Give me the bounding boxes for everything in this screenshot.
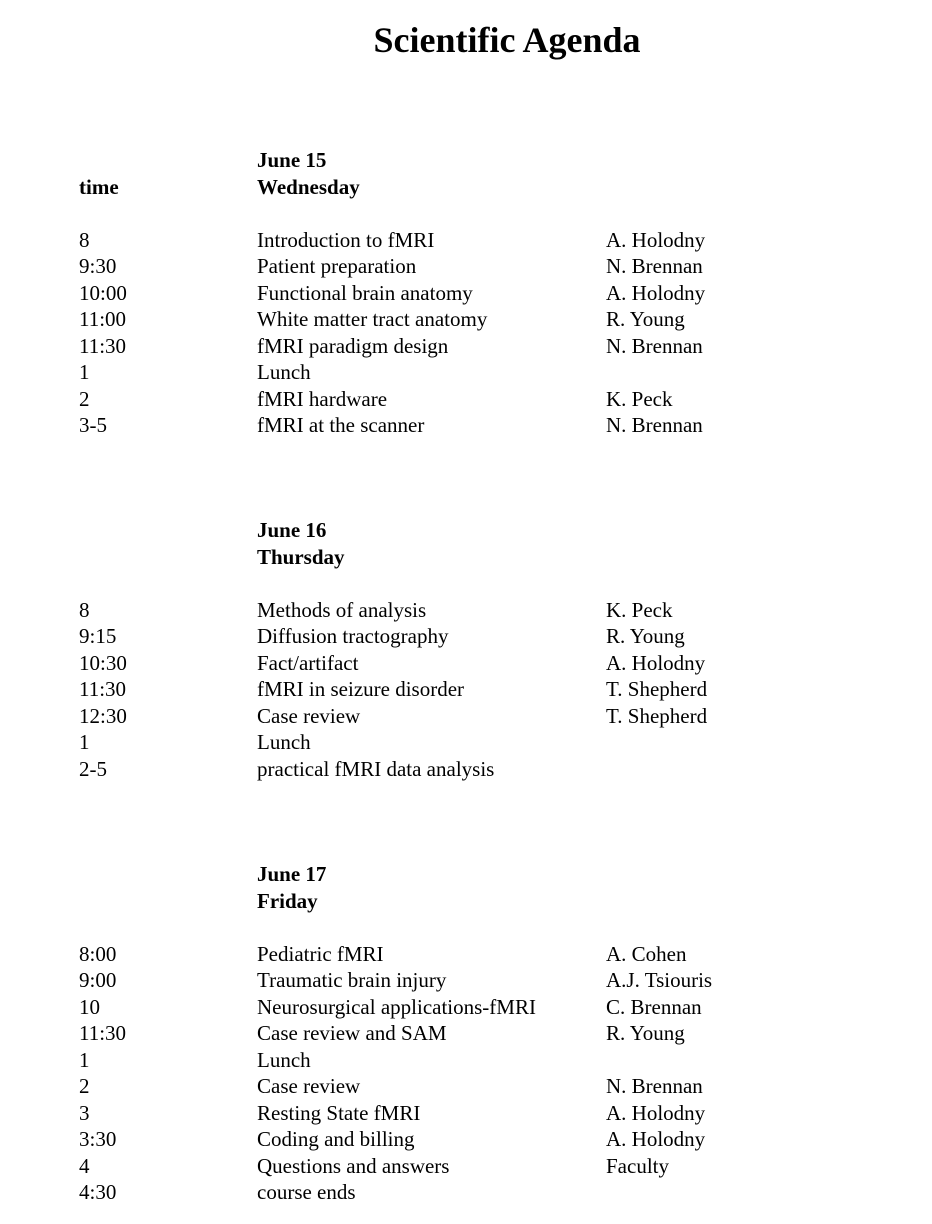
- session-topic: Resting State fMRI: [257, 1100, 421, 1125]
- session-topic: Case review: [257, 703, 361, 728]
- session-speaker: R. Young: [606, 1021, 685, 1045]
- session-speaker: C. Brennan: [606, 994, 702, 1019]
- session-topic: Case review and SAM: [257, 1021, 447, 1045]
- session-speaker: A. Holodny: [606, 1100, 706, 1125]
- session-time: 9:15: [79, 624, 117, 648]
- day-date: June 15: [257, 148, 327, 172]
- session-topic: Questions and answers: [257, 1153, 450, 1178]
- session-row: [0, 333, 932, 360]
- session-row: [0, 1047, 932, 1074]
- session-speaker: A. Holodny: [606, 280, 706, 305]
- session-topic: White matter tract anatomy: [257, 307, 488, 331]
- session-topic: Diffusion tractography: [257, 624, 449, 648]
- session-time: 12:30: [79, 703, 127, 728]
- session-speaker: A. Holodny: [606, 650, 706, 675]
- session-speaker: N. Brennan: [606, 333, 703, 358]
- session-time: 3: [79, 1100, 90, 1125]
- session-time: 9:30: [79, 254, 117, 278]
- session-speaker: A. Holodny: [606, 1127, 706, 1151]
- session-time: 1: [79, 730, 90, 754]
- session-topic: fMRI paradigm design: [257, 333, 449, 358]
- session-row: [0, 756, 932, 783]
- session-topic: Methods of analysis: [257, 597, 427, 622]
- session-speaker: A. Holodny: [606, 227, 706, 252]
- session-time: 3-5: [79, 413, 107, 437]
- session-topic: fMRI hardware: [257, 386, 388, 411]
- session-speaker: N. Brennan: [606, 413, 703, 437]
- page-title: Scientific Agenda: [373, 20, 641, 60]
- session-speaker: T. Shepherd: [606, 677, 708, 701]
- session-time: 8: [79, 597, 90, 622]
- session-row: [0, 1179, 932, 1206]
- day-heading: [257, 147, 360, 200]
- day-heading: [257, 861, 326, 914]
- session-row: [0, 941, 932, 968]
- session-speaker: K. Peck: [606, 597, 673, 622]
- session-topic: Lunch: [257, 1047, 311, 1072]
- day-heading: [257, 517, 345, 570]
- session-time: 9:00: [79, 968, 117, 992]
- session-row: [0, 650, 932, 677]
- session-row: [0, 703, 932, 730]
- day-weekday: Wednesday: [257, 174, 360, 199]
- session-row: [0, 253, 932, 280]
- session-topic: Introduction to fMRI: [257, 227, 435, 252]
- session-time: 11:00: [79, 307, 127, 331]
- session-topic: Lunch: [257, 360, 311, 384]
- session-speaker: A.J. Tsiouris: [606, 968, 713, 992]
- session-time: 4: [79, 1153, 90, 1178]
- session-list: [0, 597, 932, 783]
- session-row: [0, 994, 932, 1021]
- session-time: 8:00: [79, 941, 117, 966]
- session-row: [0, 729, 932, 756]
- session-row: [0, 1153, 932, 1180]
- session-speaker: N. Brennan: [606, 254, 703, 278]
- session-row: [0, 412, 932, 439]
- session-speaker: R. Young: [606, 624, 685, 648]
- day-weekday: Thursday: [257, 544, 345, 569]
- session-time: 10:00: [79, 280, 127, 305]
- session-topic: Neurosurgical applications-fMRI: [257, 994, 536, 1019]
- session-time: 1: [79, 360, 90, 384]
- session-topic: Functional brain anatomy: [257, 280, 473, 305]
- session-row: [0, 280, 932, 307]
- session-topic: Case review: [257, 1074, 361, 1098]
- session-speaker: K. Peck: [606, 386, 673, 411]
- session-row: [0, 306, 932, 333]
- session-topic: fMRI in seizure disorder: [257, 677, 465, 701]
- session-topic: Patient preparation: [257, 254, 417, 278]
- session-speaker: T. Shepherd: [606, 703, 708, 728]
- session-time: 1: [79, 1047, 90, 1072]
- session-row: [0, 597, 932, 624]
- session-topic: Traumatic brain injury: [257, 968, 447, 992]
- session-speaker: A. Cohen: [606, 941, 687, 966]
- session-speaker: R. Young: [606, 307, 685, 331]
- day-date: June 17: [257, 862, 327, 886]
- session-row: [0, 1100, 932, 1127]
- session-time: 4:30: [79, 1180, 117, 1204]
- session-time: 10: [79, 994, 100, 1019]
- session-speaker: N. Brennan: [606, 1074, 703, 1098]
- session-time: 2-5: [79, 756, 107, 781]
- session-list: [0, 941, 932, 1206]
- session-time: 11:30: [79, 1021, 127, 1045]
- session-row: [0, 676, 932, 703]
- session-topic: practical fMRI data analysis: [257, 756, 495, 781]
- session-topic: course ends: [257, 1180, 356, 1204]
- session-row: [0, 1073, 932, 1100]
- time-column-header: time: [79, 174, 119, 199]
- session-time: 11:30: [79, 677, 127, 701]
- day-weekday: Friday: [257, 888, 318, 913]
- session-topic: Fact/artifact: [257, 650, 359, 675]
- session-topic: Coding and billing: [257, 1127, 415, 1151]
- session-time: 10:30: [79, 650, 127, 675]
- day-date: June 16: [257, 518, 327, 542]
- session-row: [0, 623, 932, 650]
- session-row: [0, 967, 932, 994]
- session-list: [0, 227, 932, 439]
- session-time: 2: [79, 386, 90, 411]
- session-time: 3:30: [79, 1127, 117, 1151]
- session-topic: Lunch: [257, 730, 311, 754]
- session-time: 11:30: [79, 333, 127, 358]
- session-row: [0, 386, 932, 413]
- session-row: [0, 1126, 932, 1153]
- session-speaker: Faculty: [606, 1153, 669, 1178]
- session-row: [0, 227, 932, 254]
- session-row: [0, 1020, 932, 1047]
- session-topic: fMRI at the scanner: [257, 413, 425, 437]
- session-time: 8: [79, 227, 90, 252]
- session-time: 2: [79, 1074, 90, 1098]
- session-row: [0, 359, 932, 386]
- session-topic: Pediatric fMRI: [257, 941, 384, 966]
